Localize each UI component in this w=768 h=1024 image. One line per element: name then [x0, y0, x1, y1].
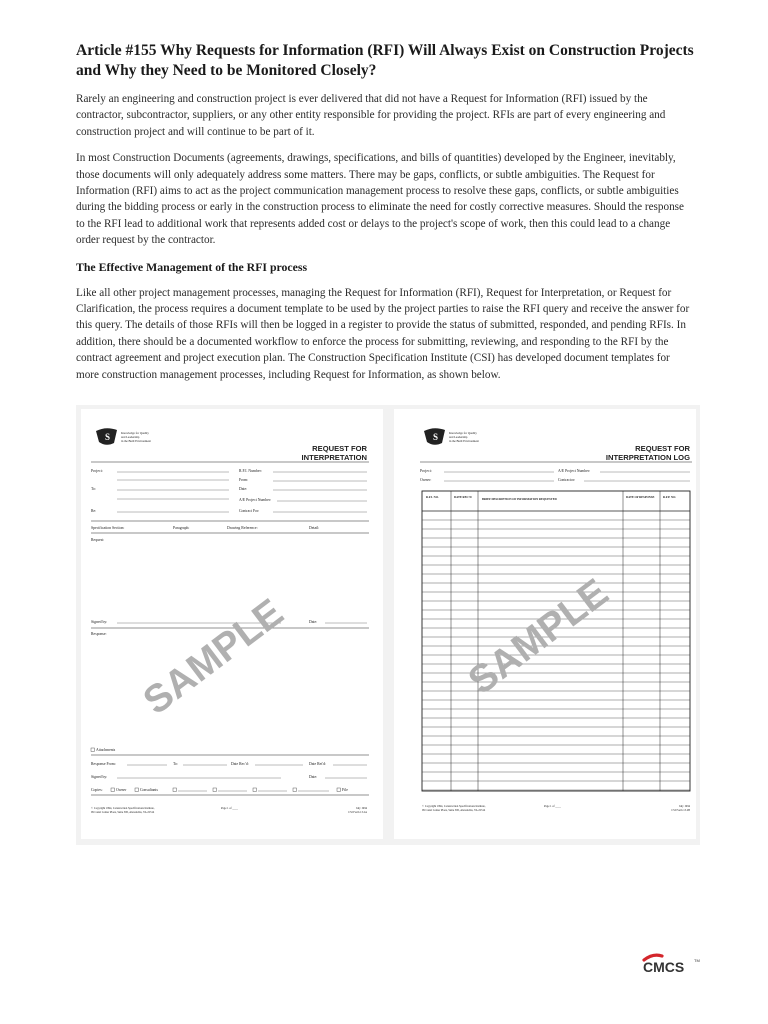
date-returned-label: Date Ret'd:: [309, 762, 327, 766]
contract-for-label: Contract For:: [239, 509, 260, 513]
signed-by-label: Signed by:: [91, 620, 108, 624]
form-title-line1: REQUEST FOR: [635, 444, 690, 453]
detail-label: Detail:: [309, 526, 320, 530]
response-to-label: To:: [173, 762, 179, 766]
file-checkbox: [337, 788, 340, 791]
spec-section-label: Specification Section:: [91, 526, 125, 530]
col-rfi-number: R.F.I. NO.: [426, 495, 439, 499]
ae-project-number-label: A/E Project Number:: [558, 469, 591, 473]
col-rfp-number: R.F.P. NO.: [663, 495, 677, 499]
logo-wordmark: CMCS: [643, 959, 685, 975]
logo-caption: in the Built Environment: [121, 439, 151, 443]
consultants-checkbox: [135, 788, 138, 791]
svg-text:S: S: [105, 432, 111, 442]
date-label: Date:: [309, 620, 318, 624]
logo-caption: Knowledge for Quality: [121, 431, 149, 435]
owner-label: Owner:: [420, 478, 432, 482]
trademark-mark: TM: [694, 958, 700, 963]
rfi-form-sample: [81, 409, 383, 839]
copyright-line: © Copyright 1994, Construction Specifications Institute,: [422, 805, 486, 808]
article: [76, 41, 694, 393]
col-description: BRIEF DESCRIPTION OF INFORMATION REQUESTED: [482, 497, 557, 501]
form-title-line2: INTERPRETATION: [301, 453, 367, 462]
logo-caption: and Leadership: [121, 435, 140, 439]
log-table-rows: [422, 520, 690, 790]
col-date-of-response: DATE OF RESPONSE: [626, 495, 655, 499]
construction-documents-paragraph: In most Construction Documents (agreements, drawings, specifications, and bills of quantities) developed by the Engineer, inevitably, those documents will only adequately address some matters. There may be gaps, conflicts, or subtle ambiguities. The Request for Information (RFI) aims to act as the project communication management process to resolve these gaps, conflicts, or subtle ambiguities during the bidding process or early in the construction process to eliminate the need for costly corrective measures. Should the response to the RFI lead to additional work that represents added cost or delays to the project's scope of work, then this could lead to a change order request by the contractor.: [76, 152, 684, 247]
form-title-line2: INTERPRETATION LOG: [605, 453, 690, 462]
date-label: Date:: [309, 775, 318, 779]
project-label: Project:: [91, 469, 103, 473]
page-number: Page 1 of ____: [544, 805, 561, 808]
cmcs-logo: [640, 950, 702, 978]
form-number: CSI Form 13.2A: [348, 811, 367, 814]
section-heading: The Effective Management of the RFI process: [76, 259, 308, 274]
form-samples-figure: [76, 405, 700, 845]
address-line: 99 Canal Center Plaza, Suite 300, Alexandria, VA 22314: [422, 809, 486, 812]
date-label: Date:: [239, 487, 248, 491]
copies-label: Copies:: [91, 788, 103, 792]
form-date: July 1994: [356, 807, 367, 810]
rfi-log-sample: [394, 409, 696, 839]
contractor-label: Contractor:: [558, 478, 576, 482]
address-line: 99 Canal Center Plaza, Suite 300, Alexandria, VA 22314: [91, 811, 155, 814]
rfi-number-label: R.F.I. Number:: [239, 469, 262, 473]
sample-watermark: SAMPLE: [135, 590, 292, 724]
to-label: To:: [91, 487, 97, 491]
svg-text:S: S: [433, 432, 439, 442]
form-date: July 1994: [679, 805, 690, 808]
article-title: Article #155 Why Requests for Information (RFI) Will Always Exist on Construction Projects and Why they Need to be Monitored Closely?: [76, 42, 694, 79]
rfi-process-paragraph: Like all other project management processes, managing the Request for Information (RFI), Request for Interpretation, or Request for Clarification, the process requires a document template to be used by the project parties to raise the RFI query and receive the answer for this query. The details of those RFIs will then be logged in a register to provide the status of submitted, responded, and pending RFIs. In addition, there should be a documented workflow to enforce the process for submitting, reviewing, and responding to the RFI by the contract agreement and project execution plan. The Construction Specification Institute (CSI) has developed document templates for more construction management processes, including Request for Information, as shown below.: [76, 286, 690, 381]
file-label: File: [342, 788, 348, 792]
response-from-label: Response From:: [91, 762, 116, 766]
owner-checkbox: [111, 788, 114, 791]
csi-logo-icon: [424, 428, 445, 445]
form-title-line1: REQUEST FOR: [312, 444, 367, 453]
page-number: Page 1 of ____: [221, 807, 238, 810]
paragraph-label: Paragraph:: [173, 526, 190, 530]
response-label: Response:: [91, 632, 107, 636]
signed-by-label: Signed by:: [91, 775, 108, 779]
project-label: Project:: [420, 469, 432, 473]
drawing-reference-label: Drawing Reference:: [227, 526, 258, 530]
owner-label: Owner: [116, 788, 127, 792]
logo-caption: and Leadership: [449, 435, 468, 439]
logo-caption: Knowledge for Quality: [449, 431, 477, 435]
ae-project-number-label: A/E Project Number:: [239, 498, 272, 502]
date-received-label: Date Rec'd:: [231, 762, 249, 766]
attachments-label: Attachments: [96, 748, 116, 752]
attachments-checkbox: [91, 748, 94, 751]
request-label: Request:: [91, 538, 105, 542]
consultants-label: Consultants: [140, 788, 158, 792]
col-date-received: DATE REC'D: [454, 495, 472, 499]
sample-watermark: SAMPLE: [460, 570, 617, 704]
intro-paragraph: Rarely an engineering and construction project is ever delivered that did not have a Request for Information (RFI) issued by the contractor, subcontractor, suppliers, or any other entity responsible for providing the project. RFIs are part of every engineering and construction project and will continue to be part of it.: [76, 93, 666, 138]
logo-caption: in the Built Environment: [449, 439, 479, 443]
copyright-line: © Copyright 1994, Construction Specifications Institute,: [91, 807, 155, 810]
csi-logo-icon: [96, 428, 117, 445]
form-number: CSI Form 13.2B: [671, 809, 690, 812]
from-label: From:: [239, 478, 249, 482]
re-label: Re:: [91, 509, 97, 513]
